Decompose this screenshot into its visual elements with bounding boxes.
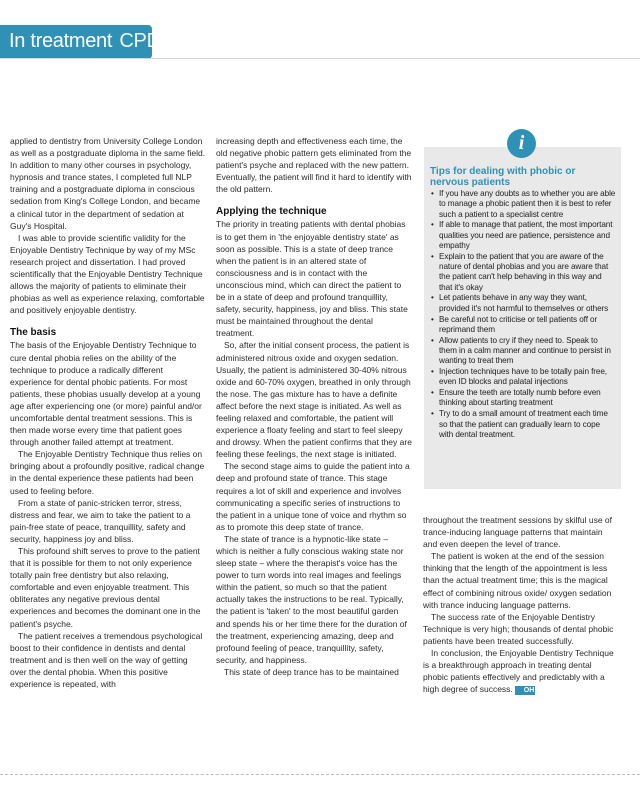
paragraph: The Enjoyable Dentistry Technique thus relies on bringing about a profoundly positive, radical change in the dental experience these patients had been used to feeling before. xyxy=(10,449,205,496)
subheading-the-basis: The basis xyxy=(10,327,57,339)
tip-item: • If you have any doubts as to whether you are able to manage a phobic patient then it is best to refer such a patient to a specialist centre xyxy=(430,189,616,220)
paragraph: I was able to provide scientific validity for the Enjoyable Dentistry Technique by way of my MSc research project and dissertation. I had proved scientifically that the Enjoyable Dentistry Technique allows the majority of patients to eliminate their phobias as well as experience relaxing, comfortable and positively enjoyable dentistry. xyxy=(10,232,205,316)
paragraph: This state of deep trance has to be maintained xyxy=(224,666,399,677)
tips-title: Tips for dealing with phobic or nervous patients xyxy=(430,166,576,188)
paragraph: throughout the treatment sessions by skilful use of trance-inducing language patterns that maintain and even deepen the level of trance. xyxy=(423,515,612,550)
paragraph: The success rate of the Enjoyable Dentistry Technique is very high; thousands of dental phobic patients have been treated successfully. xyxy=(423,611,614,646)
paragraph: applied to dentistry from University College London as well as a postgraduate diploma in the same field. In addition to many other courses in psychology, hypnosis and trance states, I completed full NLP training and a postgraduate diploma in conscious sedation from King's College London, and became a clinical tutor in the department of sedation at Guy's Hospital. xyxy=(10,136,206,231)
paragraph: From a state of panic-stricken terror, stress, distress and fear, we aim to take the patient to a pain-free state of peace, tranquillity, safety and security, happiness joy and bliss. xyxy=(10,497,191,544)
tip-item: • Ensure the teeth are totally numb before even thinking about starting treatment xyxy=(430,388,616,409)
paragraph xyxy=(423,647,619,695)
tips-box xyxy=(424,147,621,489)
section-name: In treatment xyxy=(9,30,113,52)
paragraph: The second stage aims to guide the patient into a deep and profound state of trance. This stage requires a lot of skill and experience and involves communicating a specific series of instructions to the patient in a unique tone of voice and rhythm so as to promote this deep state of trance. xyxy=(216,461,410,532)
paragraph: The patient receives a tremendous psychological boost to their confidence in dentists and dental treatment and is then well on the way of getting over the dental phobia. When this positive experience is repeated, with xyxy=(10,630,203,690)
tip-item: • Let patients behave in any way they want, provided it's not harmful to themselves or others xyxy=(430,293,616,314)
end-mark: OH xyxy=(515,686,536,695)
tip-item: • Explain to the patient that you are aware of the nature of dental phobias and you are aware that the patient can't help behaving in this way and that it's okay xyxy=(430,252,616,293)
paragraph: increasing depth and effectiveness each time, the old negative phobic pattern gets eliminated from the patient's psyche and replaced with the new pattern. Eventually, the patient will find it hard to identify with the old pattern. xyxy=(216,136,412,195)
paragraph: The basis of the Enjoyable Dentistry Technique to cure dental phobia relies on the ability of the technique to produce a radically different experience for dental phobic patients. For most patients, these phobias usually develop at a young age after experiencing one (or more) painful and/or uncomfortable dental treatment sessions. This is then made worse every time that patient goes through another failed attempt at treatment. xyxy=(10,340,202,448)
tip-item: • Injection techniques have to be totally pain free, even ID blocks and palatal injections xyxy=(430,367,616,388)
paragraph: The state of trance is a hypnotic-like state – which is neither a fully conscious waking state nor sleep state – where the therapist's voice has the power to turn words into real images and feelings within the patient, so much so that the patient actually takes the instructions to be real. Typically, the patient is 'taken' to the most beautiful garden and spends his or her time there for the duration of the treatment, experiencing amazing, deep and profound feeling of peace, tranquillity, safety, security, and happiness. xyxy=(216,533,407,665)
footer-rule xyxy=(0,774,640,775)
column-2 xyxy=(216,135,412,678)
tip-item: • Allow patients to cry if they need to. Speak to them in a calm manner and continue to persist in wanting to treat them xyxy=(430,336,616,367)
column-1 xyxy=(10,135,206,690)
section-header xyxy=(0,25,161,59)
info-icon: i xyxy=(507,129,536,158)
subheading-applying-the-technique: Applying the technique xyxy=(216,206,327,218)
column-3 xyxy=(423,514,619,695)
paragraph: This profound shift serves to prove to the patient that it is possible for them to not only experience totally pain free dentistry but also relaxing, comfortable and even enjoyable treatment. This obliterates any negative previous dental experiences and becomes the dominant one in the patient's psyche. xyxy=(10,546,201,629)
tip-item: • If able to manage that patient, the most important qualities you need are patience, persistence and empathy xyxy=(430,220,616,251)
paragraph: The priority in treating patients with dental phobias is to get them in 'the enjoyable dentistry state' as soon as possible. This is a state of deep trance when the patient is in an altered state of consciousness and is in contact with the unconscious mind, which can direct the patient to be in a state of deep and profound tranquillity, safety, security, happiness, joy and bliss. This state must be maintained throughout the dental treatment. xyxy=(216,219,408,339)
paragraph: The patient is woken at the end of the session thinking that the length of the appointment is less than the actual treatment time; this is the magical effect of combining nitrous oxide/ oxygen sedation with trance inducing language patterns. xyxy=(423,551,612,610)
tip-item: • Be careful not to criticise or tell patients off or reprimand them xyxy=(430,315,616,336)
conclusion-text: In conclusion, the Enjoyable Dentistry Technique is a breakthrough approach in treating dental phobic patients effectively and predictably with a high degree of success. xyxy=(423,648,614,695)
cpd-tag: CPD xyxy=(119,30,161,52)
tip-item: • Try to do a small amount of treatment each time so that the patient can gradually learn to cope with dental treatment. xyxy=(430,409,616,440)
section-title xyxy=(9,30,161,53)
header-rule xyxy=(0,58,640,59)
tips-list xyxy=(430,189,616,441)
paragraph: So, after the initial consent process, the patient is administered nitrous oxide and oxygen sedation. Usually, the patient is administered 30-40% nitrous oxide and 60-70% oxygen, breathed in only through the nose. The gas mixture has to have a definite affect before the next stage is initiated. As well as feeling relaxed and comfortable, the patient will experience a floaty feeling and start to feel sleepy and drowsy. When the patient confirms that they are feeling these feelings, the next stage is initiated. xyxy=(216,340,412,460)
